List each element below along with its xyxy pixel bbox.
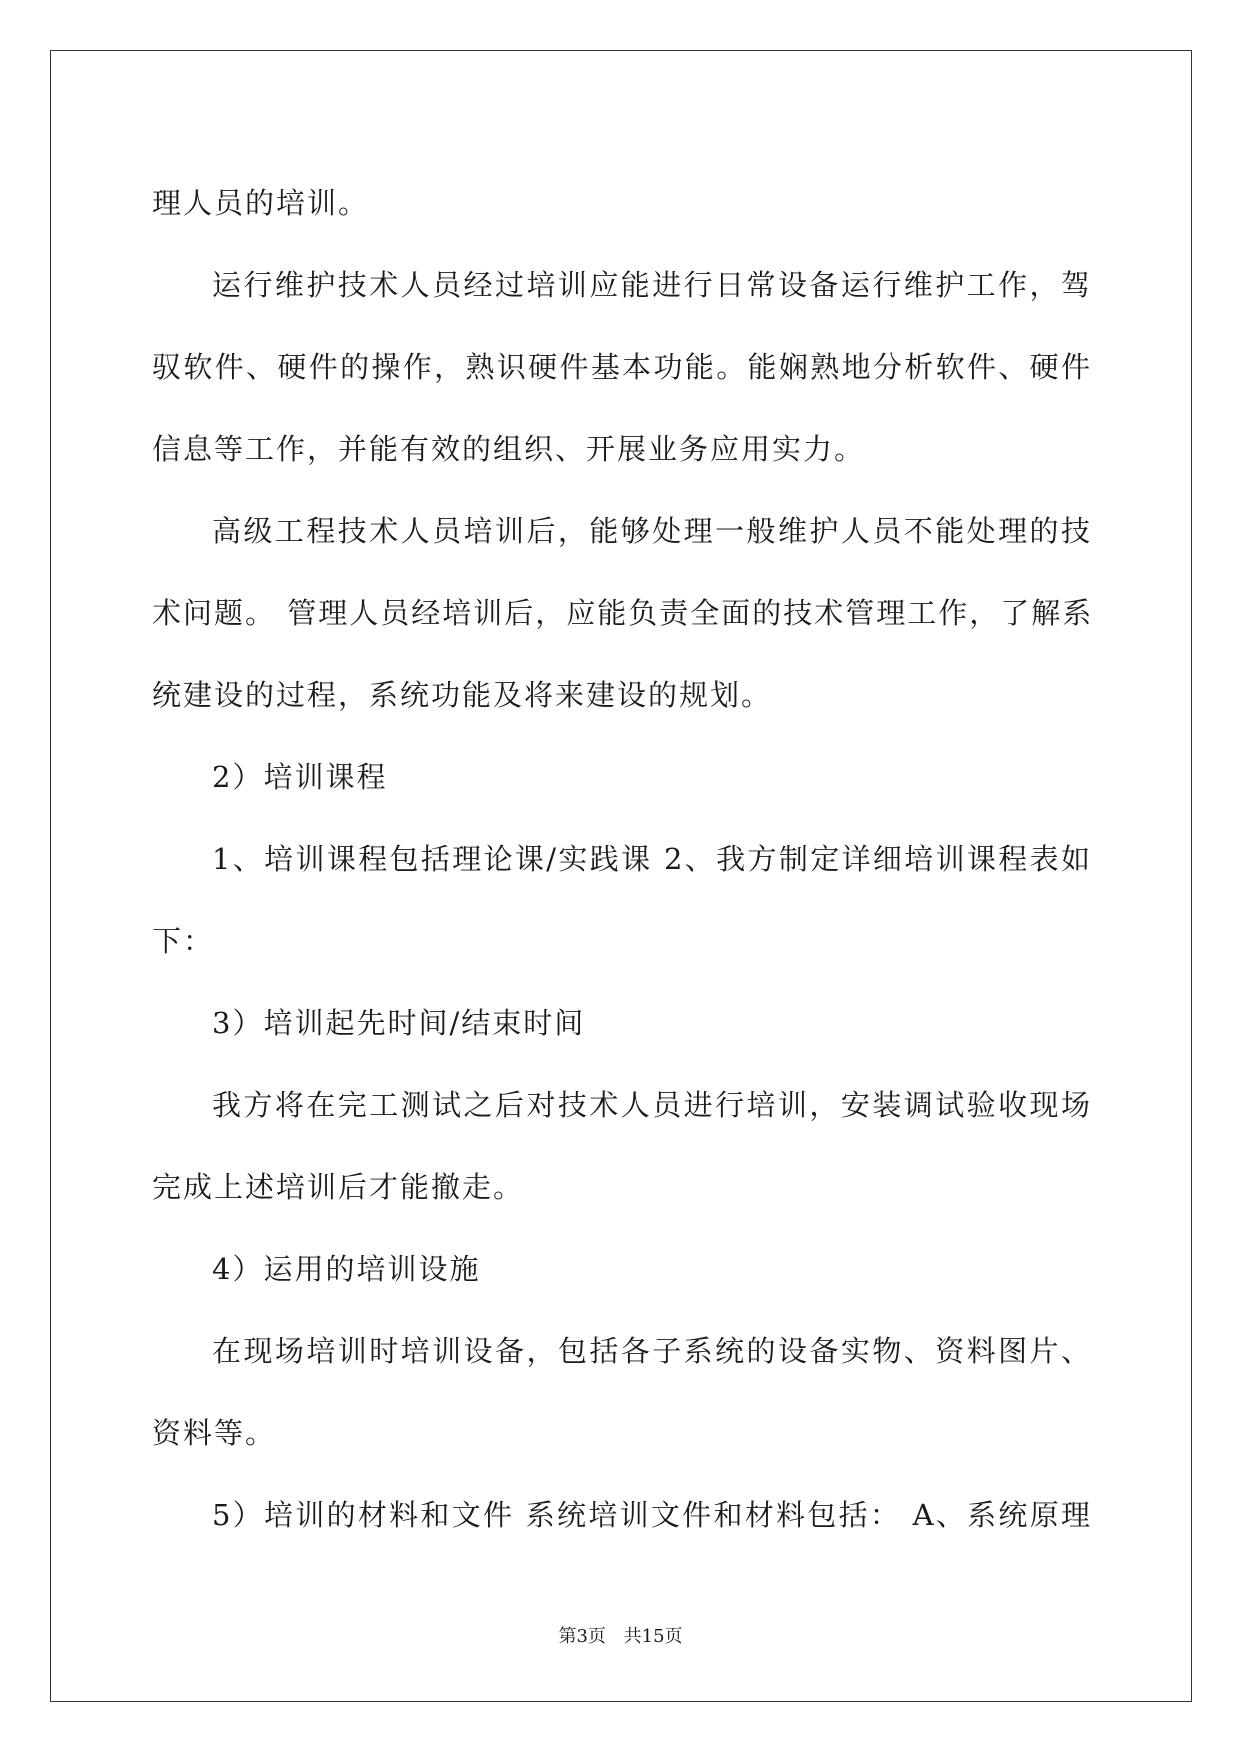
section-heading: 3）培训起先时间/结束时间 [212,1006,586,1040]
paragraph-line: 资料等。 [152,1416,277,1450]
page-total: 共15页 [623,1626,683,1647]
paragraph-line: 下： [152,924,215,958]
paragraph-line: 我方将在完工测试之后对技术人员进行培训，安装调试验收现场 [212,1088,1092,1122]
section-heading: 2）培训课程 [212,760,388,794]
paragraph-line: 5）培训的材料和文件 系统培训文件和材料包括： A、系统原理 [212,1498,1092,1532]
paragraph-line: 统建设的过程，系统功能及将来建设的规划。 [152,678,773,712]
document-body [152,162,1092,1556]
paragraph-line: 运行维护技术人员经过培训应能进行日常设备运行维护工作，驾 [212,268,1092,302]
paragraph-line: 信息等工作，并能有效的组织、开展业务应用实力。 [152,432,866,466]
paragraph-line: 高级工程技术人员培训后，能够处理一般维护人员不能处理的技 [212,514,1092,548]
paragraph-line: 驭软件、硬件的操作，熟识硬件基本功能。能娴熟地分析软件、硬件 [152,350,1092,384]
paragraph-line: 在现场培训时培训设备，包括各子系统的设备实物、资料图片、 [212,1334,1092,1368]
paragraph-line: 理人员的培训。 [152,186,370,220]
paragraph-line: 1、培训课程包括理论课/实践课 2、我方制定详细培训课程表如 [212,842,1092,876]
paragraph-line: 术问题。 管理人员经培训后，应能负责全面的技术管理工作，了解系 [152,596,1094,630]
paragraph-line: 完成上述培训后才能撤走。 [152,1170,525,1204]
section-heading: 4）运用的培训设施 [212,1252,481,1286]
page-footer [0,1622,1241,1648]
page-number: 第3页 [558,1626,606,1647]
